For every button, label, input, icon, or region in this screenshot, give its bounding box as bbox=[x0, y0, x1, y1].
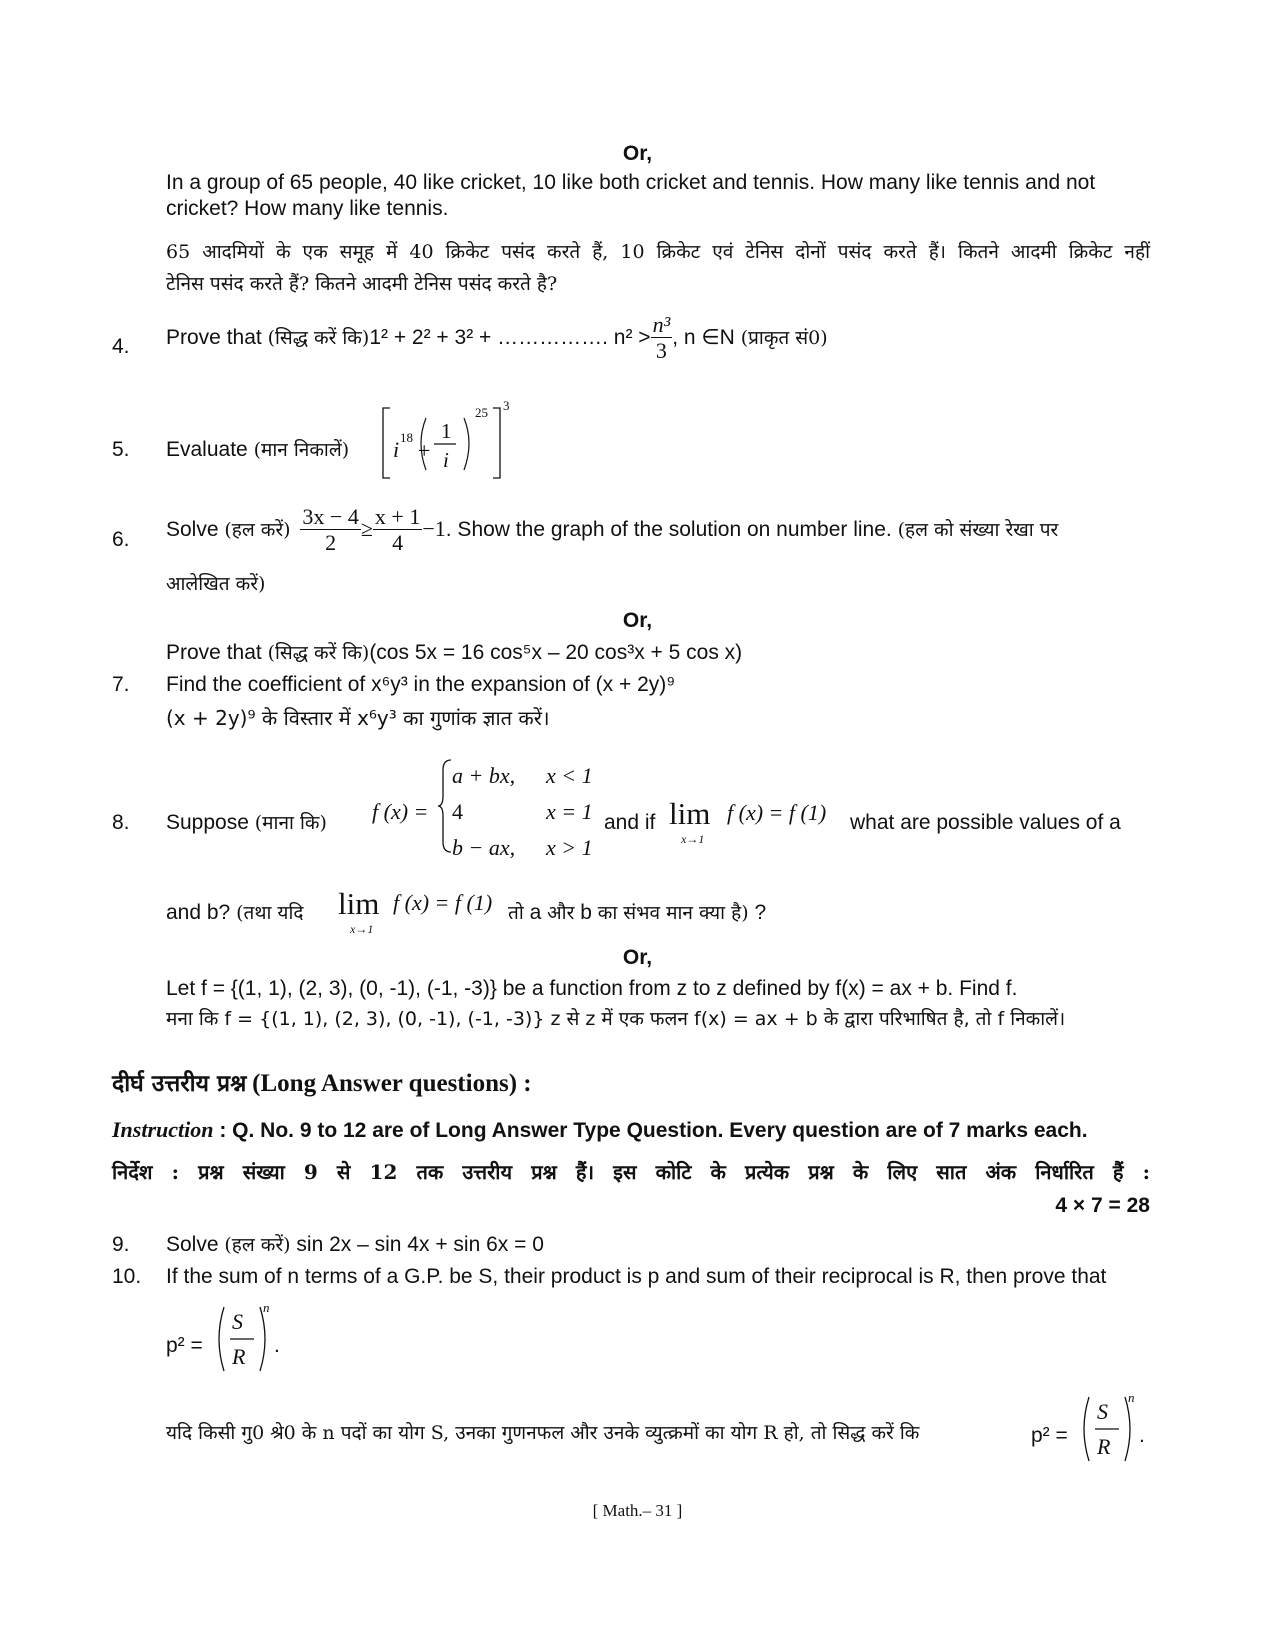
q4-fraction bbox=[651, 312, 673, 365]
q9-hindi: (हल करें) bbox=[224, 1234, 291, 1256]
q5-frac-num: 1 bbox=[441, 419, 452, 443]
q8-prefix: Suppose bbox=[166, 811, 249, 834]
q4-prefix: Prove that bbox=[166, 325, 262, 349]
q5-prefix: Evaluate bbox=[166, 438, 248, 461]
right-paren bbox=[1125, 1397, 1130, 1461]
q10-hindi-dot: . bbox=[1139, 1424, 1145, 1447]
q10-frac-den: R bbox=[232, 1344, 246, 1369]
q7-number: 7. bbox=[112, 673, 130, 696]
instruction-label: Instruction bbox=[112, 1117, 214, 1142]
q10-p2: p² = bbox=[166, 1334, 203, 1357]
q10-hindi-exp-n: n bbox=[1128, 1390, 1135, 1405]
q8-or-hindi: मना कि f = {(1, 1), (2, 3), (0, -1), (-1, -3)} z से z में एक फलन f(x) = ax + b के द्वारा परिभाषित है, तो f निकालें। bbox=[166, 1008, 1066, 1030]
q4-expr: 1² + 2² + 3² + ……………. n² > bbox=[369, 325, 651, 349]
q8-case1-expr: a + bx, bbox=[452, 763, 516, 788]
q6-or-prefix: Prove that bbox=[166, 641, 262, 664]
q4-question bbox=[166, 312, 828, 365]
q8-case3-expr: b − ax, bbox=[452, 835, 516, 860]
q6-prefix: Solve bbox=[166, 517, 219, 541]
q8-case1-cond: x < 1 bbox=[546, 763, 593, 788]
q8-tail: what are possible values of a bbox=[850, 811, 1121, 834]
q10-english: If the sum of n terms of a G.P. be S, their product is p and sum of their reciprocal is R, then prove that bbox=[166, 1265, 1107, 1288]
q10-frac-num: S bbox=[232, 1309, 243, 1334]
q6-or-hindi: (सिद्ध करें कि) bbox=[267, 642, 370, 664]
q9-number: 9. bbox=[112, 1233, 130, 1256]
q6-number: 6. bbox=[112, 528, 130, 551]
q8-line2-tail bbox=[508, 900, 766, 926]
q8-lim-expr: f (x) = f (1) bbox=[727, 800, 827, 825]
q6-lhs-den: 2 bbox=[325, 530, 337, 556]
instruction-text: : Q. No. 9 to 12 are of Long Answer Type Question. Every question are of 7 marks each. bbox=[219, 1119, 1088, 1142]
instruction-hindi: निर्देश : प्रश्न संख्या 9 से 12 तक उत्तरीय प्रश्न हैं। इस कोटि के प्रत्येक प्रश्न के लिए सात अंक निर्धारित हैं : bbox=[112, 1160, 1150, 1184]
q5-hindi: (मान निकालें) bbox=[253, 439, 350, 461]
q8-or-english: Let f = {(1, 1), (2, 3), (0, -1), (-1, -3)} be a function from z to z defined by f(x) = ax + b. Find f. bbox=[166, 977, 1018, 1000]
q8-cases-conds bbox=[546, 758, 593, 866]
q4-number: 4. bbox=[112, 335, 130, 358]
q3-or-hindi bbox=[166, 236, 1150, 300]
q8-and-if: and if bbox=[604, 811, 656, 834]
q8-line2-a: and b? bbox=[166, 901, 231, 924]
q5-number: 5. bbox=[112, 438, 130, 461]
q8-case3-cond: x > 1 bbox=[546, 835, 593, 860]
q7-english: Find the coefficient of x⁶y³ in the expansion of (x + 2y)⁹ bbox=[166, 673, 676, 696]
left-brace-icon bbox=[438, 760, 451, 852]
instruction-line bbox=[112, 1116, 1088, 1144]
q8-cases-exprs bbox=[452, 758, 515, 866]
right-paren bbox=[464, 418, 469, 470]
q8-lim: lim bbox=[669, 796, 711, 831]
or-label-2: Or, bbox=[622, 609, 653, 632]
q3-or-hi-line2: टेनिस पसंद करते हैं? कितने आदमी टेनिस पसंद करते है? bbox=[166, 273, 558, 295]
q3-or-en-line1: In a group of 65 people, 40 like cricket, 10 like both cricket and tennis. How many like tennis and not bbox=[166, 171, 1096, 194]
q7-hindi: (x + 2y)⁹ के विस्तार में x⁶y³ का गुणांक ज्ञात करें। bbox=[166, 706, 550, 730]
q5-exp-3: 3 bbox=[503, 398, 510, 413]
left-paren bbox=[1084, 1397, 1089, 1461]
q8-line2-b-var: b bbox=[580, 901, 592, 924]
q6-or-question bbox=[166, 640, 742, 666]
q8-line2-a-var: a bbox=[529, 901, 542, 924]
q8-line2 bbox=[166, 900, 303, 926]
page-footer: [ Math.– 31 ] bbox=[592, 1501, 683, 1520]
left-paren bbox=[219, 1307, 224, 1371]
q10-hindi-p2: p² = bbox=[1031, 1424, 1068, 1447]
q8-line2-hindi-3: का संभव मान क्या है) bbox=[597, 902, 749, 924]
q10-hindi-frac-num: S bbox=[1097, 1399, 1108, 1424]
or-label-1: Or, bbox=[622, 142, 653, 165]
q9-question bbox=[166, 1232, 544, 1258]
q8-number: 8. bbox=[112, 811, 130, 834]
q6-rhs-num: x + 1 bbox=[374, 504, 421, 529]
q8-line2-question: ? bbox=[754, 901, 767, 924]
q10-number: 10. bbox=[112, 1265, 142, 1288]
q8-line2-to: तो bbox=[508, 902, 524, 924]
q10-hindi: यदि किसी गु0 श्रे0 के n पदों का योग S, उनका गुणनफल और उनके व्युत्क्रमों का योग R हो, तो सिद्ध करें कि bbox=[166, 1422, 920, 1444]
q8-line2-lim-expr: f (x) = f (1) bbox=[393, 890, 493, 915]
q9-expr: sin 2x – sin 4x + sin 6x = 0 bbox=[296, 1233, 544, 1256]
q8-lim-sub: x→1 bbox=[681, 832, 705, 846]
q8-line2-hindi: (तथा यदि bbox=[236, 902, 304, 924]
q4-suffix: , n ∈N bbox=[672, 325, 735, 349]
q10-exp-n: n bbox=[263, 1300, 270, 1315]
q5-plus: + bbox=[418, 438, 431, 463]
q6-question bbox=[166, 504, 1058, 557]
q4-hindi: (सिद्ध करें कि) bbox=[267, 326, 370, 349]
q5-question bbox=[166, 437, 349, 463]
q8-case2-expr: 4 bbox=[452, 799, 463, 824]
q9-prefix: Solve bbox=[166, 1233, 219, 1256]
q6-hindi-2: (हल को संख्या रेखा पर bbox=[897, 518, 1059, 541]
q4-frac-den: 3 bbox=[655, 338, 667, 364]
q8-line2-aur: और bbox=[547, 902, 575, 924]
q6-rhs-den: 4 bbox=[392, 530, 404, 556]
q10-dot: . bbox=[274, 1334, 280, 1357]
q6-hindi-3: आलेखित करें) bbox=[166, 573, 266, 595]
section-heading bbox=[112, 1068, 532, 1099]
marks-total: 4 × 7 = 28 bbox=[1055, 1194, 1150, 1217]
q4-hindi-2: (प्राकृत सं0) bbox=[740, 326, 828, 349]
q8-case2-cond: x = 1 bbox=[546, 799, 593, 824]
q5-exp-18: 18 bbox=[400, 430, 413, 445]
q6-hindi: (हल करें) bbox=[224, 518, 291, 541]
q10-hindi-frac-den: R bbox=[1097, 1434, 1111, 1459]
q6-lhs-fraction bbox=[300, 504, 360, 557]
q4-frac-num: n³ bbox=[652, 312, 671, 337]
q8-intro bbox=[166, 810, 327, 836]
q3-or-en-line2: cricket? How many like tennis. bbox=[166, 197, 449, 221]
q6-or-expr: (cos 5x = 16 cos⁵x – 20 cos³x + 5 cos x) bbox=[369, 641, 743, 664]
q3-or-hi-line1: 65 आदमियों के एक समूह में 40 क्रिकेट पसंद करते हैं, 10 क्रिकेट एवं टेनिस दोनों पसंद करते हैं। कितने आदमी क्रिकेट नहीं bbox=[166, 241, 1150, 263]
q6-text: . Show the graph of the solution on number line. bbox=[445, 517, 892, 541]
q8-fx: f (x) = bbox=[372, 799, 429, 824]
q3-or-english bbox=[166, 170, 1150, 223]
q8-line2-lim: lim bbox=[338, 886, 380, 921]
right-square-bracket bbox=[493, 408, 500, 478]
q8-hindi: (माना कि) bbox=[254, 812, 327, 834]
section-title-hindi: दीर्घ उत्तरीय प्रश्न bbox=[112, 1070, 247, 1097]
or-label-3: Or, bbox=[622, 946, 653, 969]
q5-base-i: i bbox=[393, 437, 400, 462]
right-paren bbox=[260, 1307, 265, 1371]
q8-line2-lim-sub: x→1 bbox=[350, 922, 374, 936]
left-square-bracket bbox=[383, 408, 390, 478]
q6-geq: ≥ bbox=[360, 515, 373, 541]
q6-rhs-fraction bbox=[373, 504, 422, 557]
q5-exp-25: 25 bbox=[475, 405, 488, 420]
q5-frac-den: i bbox=[443, 448, 449, 472]
q6-lhs-num: 3x − 4 bbox=[302, 504, 359, 529]
section-title-english: (Long Answer questions) : bbox=[252, 1070, 532, 1097]
q6-minus-one: −1 bbox=[422, 515, 446, 541]
